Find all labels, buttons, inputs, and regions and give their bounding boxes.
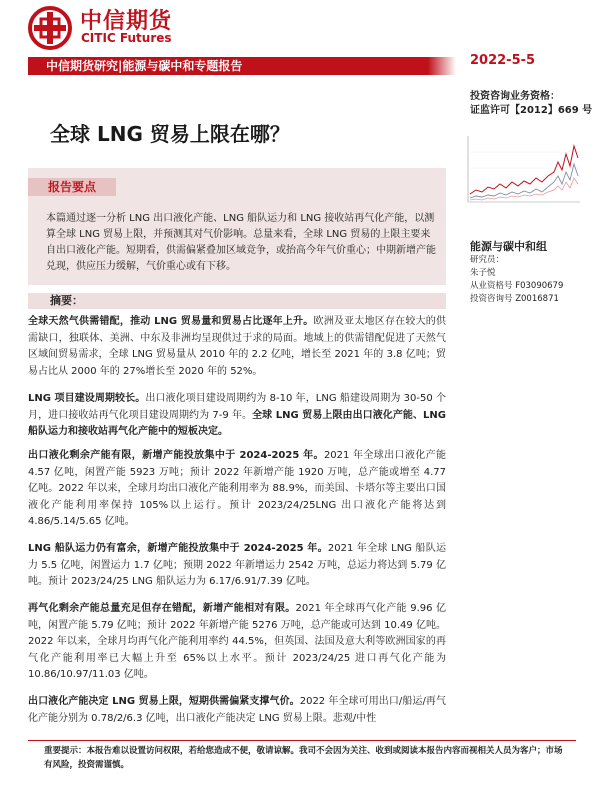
section-bar-fade bbox=[428, 57, 456, 75]
paragraph-lead: 出口液化剩余产能有限，新增产能投放集中于 2024-2025 年。 bbox=[28, 450, 324, 461]
paragraph-lead: 全球天然气供需错配，推动 LNG 贸易量和贸易占比逐年上升。 bbox=[28, 316, 314, 327]
researcher-info bbox=[470, 254, 563, 306]
brand-name-en: CITIC Futures bbox=[81, 31, 172, 45]
license-label: 投资咨询业务资格： bbox=[470, 91, 560, 102]
paragraph-6 bbox=[28, 694, 446, 727]
paragraph-lead: LNG 项目建设周期较长。 bbox=[28, 393, 146, 404]
research-group: 能源与碳中和组 bbox=[470, 240, 547, 253]
paragraph-body: 2021 年全球 LNG 船队运力 5.5 亿吨，闲置运力 1.7 亿吨；预期 2022 年新增运力 2542 万吨，总运力将达到 5.79 亿吨。预计 2023/24/25 LNG 船队运力为 6.17/6.91/7.39 亿吨。 bbox=[28, 543, 446, 587]
report-date: 2022-5-5 bbox=[470, 53, 536, 68]
paragraph-lead: 再气化剩余产能总量充足但存在错配，新增产能相对有限。 bbox=[28, 603, 296, 614]
page-title: 全球 LNG 贸易上限在哪？ bbox=[50, 122, 290, 146]
citic-logo-icon bbox=[28, 6, 72, 50]
paragraph-2 bbox=[28, 391, 446, 441]
paragraph-1 bbox=[28, 314, 446, 380]
report-section-bar: 中信期货研究|能源与碳中和专题报告 bbox=[28, 57, 428, 75]
license-number: 证监许可【2012】669 号 bbox=[470, 105, 593, 116]
paragraph-lead: LNG 船队运力仍有富余，新增产能投放集中于 2024-2025 年。 bbox=[28, 543, 328, 554]
footer-divider bbox=[28, 740, 576, 741]
summary-text: 本篇通过逐一分析 LNG 出口液化产能、LNG 船队运力和 LNG 接收站再气化产能，以测算全球 LNG 贸易上限，并预测其对气价影响。总量来看，全球 LNG 贸易的上限主要来自出口液化产能。短期看，供需偏紧叠加区域竞争，或抬高今年气价重心；中期新增产能兑现，供应压力缓解，气价重心或有下移。 bbox=[46, 213, 436, 272]
paragraph-body: 2021 年全球出口液化产能 4.57 亿吨，闲置产能 5923 万吨；预计 2022 年新增产能 1920 万吨，总产能或增至 4.77 亿吨。2022 年以来，全球月均出口液化产能利用率为 88.9%，而美国、卡塔尔等主要出口国液化产能利用率保持 105%以上运行。预计 2023/24/25LNG 出口液化产能将达到 4.86/5.14/5.65 亿吨。 bbox=[28, 450, 446, 527]
researcher-label: 研究员： bbox=[470, 255, 505, 265]
paragraph-conclusion: 全球 LNG 贸易上限由出口液化产能、LNG 船队运力和接收站再气化产能中的短板决定。 bbox=[28, 409, 446, 437]
paragraph-body: 2022 年全球可用出口/船运/再气化产能分别为 0.78/2/6.3 亿吨，出口液化产能决定 LNG 贸易上限。悲观/中性 bbox=[28, 696, 446, 724]
researcher-name: 朱子悦 bbox=[470, 268, 496, 278]
footer-disclaimer: 重要提示：本报告难以设置访问权限，若给您造成不便，敬请谅解。我司不会因为关注、收到或阅读本报告内容而视相关人员为客户；市场有风险，投资需谨慎。 bbox=[44, 746, 563, 770]
price-trend-thumbnail bbox=[462, 132, 584, 212]
qualification-number: 从业资格号 F03090679 bbox=[470, 281, 564, 291]
abstract-label: 摘要： bbox=[28, 293, 446, 309]
paragraph-4 bbox=[28, 541, 446, 591]
paragraph-3 bbox=[28, 448, 446, 531]
advisory-number: 投资咨询号 Z0016871 bbox=[470, 294, 559, 304]
paragraph-5 bbox=[28, 601, 446, 684]
paragraph-body: 出口液化项目建设周期约为 8-10 年，LNG 船建设周期为 30-50 个月，进口接收站再气化项目建设周期约为 7-9 年。 bbox=[28, 393, 446, 421]
paragraph-lead: 出口液化产能决定 LNG 贸易上限，短期供需偏紧支撑气价。 bbox=[28, 696, 300, 707]
brand-name-cn: 中信期货 bbox=[80, 9, 173, 34]
paragraph-body: 欧洲及亚太地区存在较大的供需缺口，独联体、美洲、中东及非洲均呈现供过于求的局面。地域上的供需错配促进了天然气区域间贸易需求，全球 LNG 贸易量从 2010 年的 2.2 亿吨，增长至 2021 年的 3.8 亿吨；贸易占比从 2000 年的 27%增长至 2020 年的 52%。 bbox=[28, 316, 447, 377]
summary-tag: 报告要点 bbox=[28, 178, 116, 196]
paragraph-body: 2021 年全球再气化产能 9.96 亿吨，闲置产能 5.79 亿吨；预计 2022 年新增产能 5276 万吨，总产能或可达到 10.49 亿吨。2022 年以来，全球月均再气化产能利用率约 44.5%，但英国、法国及意大利等欧洲国家的再气化产能利用率已大幅上升至 65%以上水平。预计 2023/24/25 进口再气化产能为 10.86/10.97/11.03 亿吨。 bbox=[28, 603, 446, 680]
